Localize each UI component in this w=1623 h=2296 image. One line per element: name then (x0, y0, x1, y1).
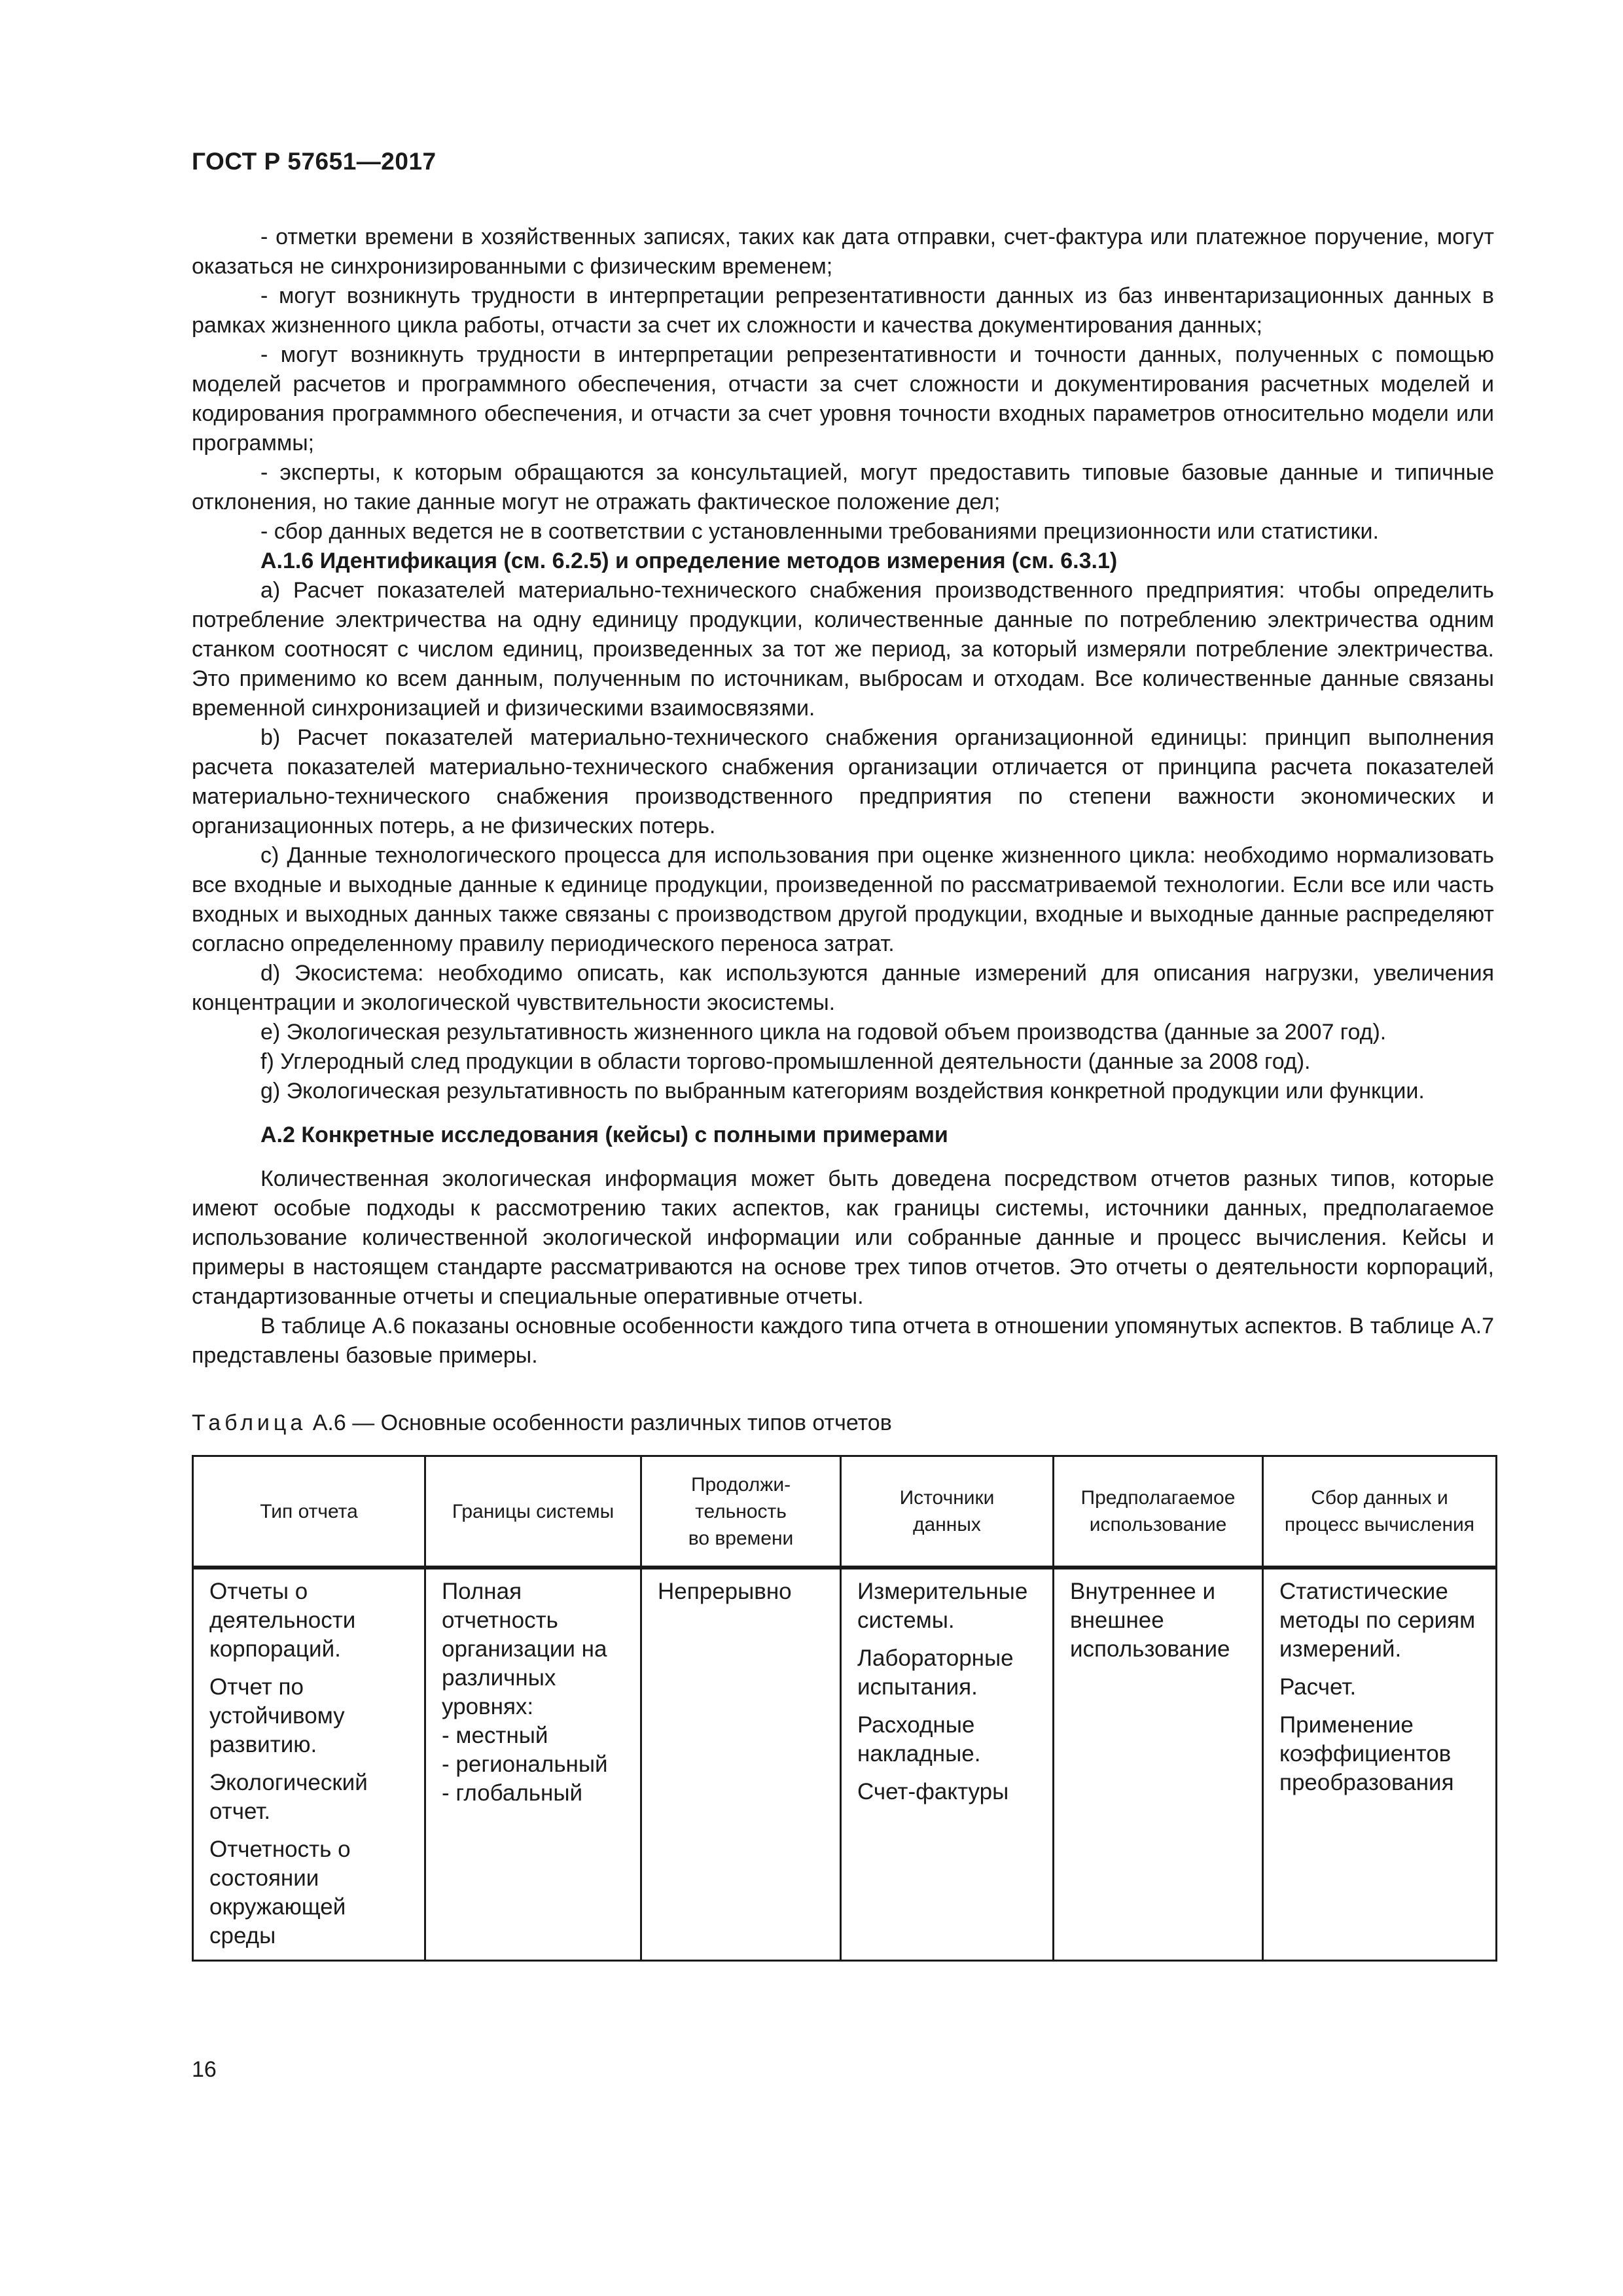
paragraph: f) Углеродный след продукции в области торгово-промышленной деятельности (данные за 2008 год). (260, 1049, 1311, 1074)
paragraph: - эксперты, к которым обращаются за консультацией, могут предоставить типовые базовые данные и типичные отклонения, но такие данные могут не отражать фактическое положение дел; (192, 460, 1494, 514)
document-header: ГОСТ Р 57651—2017 (192, 148, 437, 175)
paragraph: - отметки времени в хозяйственных записях, таких как дата отправки, счет-фактура или платежное поручение, могут оказаться не синхронизированными с физическим временем; (192, 224, 1494, 279)
table-caption (192, 1410, 892, 1436)
cell-data-sources (841, 1568, 1054, 1961)
header-cell: Предполагаемое использование (1054, 1456, 1263, 1568)
page-number: 16 (192, 2057, 217, 2082)
cell-item: Измерительные системы. (857, 1579, 1028, 1633)
cell-duration: Непрерывно (641, 1568, 841, 1961)
paragraph: - могут возникнуть трудности в интерпретации репрезентативности и точности данных, полученных с помощью моделей расчетов и программного обеспечения, отчасти за счет сложности и документирования расчетных моделей и кодирования программного обеспечения, и отчасти за счет уровня точности входных параметров относительно модели или программы; (192, 342, 1494, 456)
header-cell: Тип отчета (193, 1456, 425, 1568)
paragraph: - сбор данных ведется не в соответствии с установленными требованиями прецизионности или статистики. (260, 519, 1379, 544)
paragraph: - могут возникнуть трудности в интерпретации репрезентативности данных из баз инвентаризационных данных в рамках жизненного цикла работы, отчасти за счет их сложности и качества документирования данных; (192, 283, 1494, 338)
cell-item: Отчет по устойчивому развитию. (209, 1674, 345, 1757)
levels-list (442, 1721, 627, 1808)
cell-item: Лабораторные испытания. (857, 1645, 1014, 1700)
table-header-row (193, 1456, 1497, 1568)
document-body (192, 223, 1494, 1371)
cell-item: Полная отчетность организации на различных уровнях: (442, 1579, 607, 1719)
cell-item: Применение коэффициентов преобразования (1279, 1712, 1454, 1795)
paragraph: c) Данные технологического процесса для использования при оценке жизненного цикла: необходимо нормализовать все входные и выходные данные к единице продукции, произведенной по рассматриваемой технологии. Если все или часть входных и выходных данных также связаны с производством другой продукции, входные и выходные данные распределяют согласно определенному правилу периодического переноса затрат. (192, 843, 1494, 956)
table-caption-text: А.6 — Основные особенности различных типов отчетов (306, 1410, 892, 1435)
cell-item: Отчеты о деятельности корпораций. (209, 1579, 356, 1662)
cell-report-type (193, 1568, 425, 1961)
table-row (193, 1568, 1497, 1961)
cell-item: Экологический отчет. (209, 1770, 368, 1824)
paragraph: b) Расчет показателей материально-технического снабжения организационной единицы: принцип выполнения расчета показателей материально-технического снабжения организации отличается от принципа расчета показателей материально-технического снабжения производственного предприятия по степени важности экономических и организационных потерь, а не физических потерь. (192, 725, 1494, 838)
header-cell: Источники данных (841, 1456, 1054, 1568)
cell-item: Отчетность о состоянии окружающей среды (209, 1837, 351, 1948)
cell-item: Статистические методы по сериям измерений. (1279, 1579, 1476, 1662)
cell-system-boundaries (425, 1568, 641, 1961)
cell-item: Счет-фактуры (857, 1779, 1009, 1804)
report-types-table (192, 1455, 1497, 1962)
paragraph: d) Экосистема: необходимо описать, как используются данные измерений для описания нагрузки, увеличения концентрации и экологической чувствительности экосистемы. (192, 961, 1494, 1015)
paragraph: В таблице А.6 показаны основные особенности каждого типа отчета в отношении упомянутых аспектов. В таблице А.7 представлены базовые примеры. (192, 1314, 1494, 1368)
section-heading-a2: A.2 Конкретные исследования (кейсы) с полными примерами (260, 1122, 948, 1147)
table-caption-prefix: Таблица (192, 1410, 307, 1435)
header-cell: Сбор данных и процесс вычисления (1263, 1456, 1497, 1568)
cell-item: Расчет. (1279, 1674, 1357, 1700)
cell-intended-use: Внутреннее и внешнее использование (1054, 1568, 1263, 1961)
paragraph: Количественная экологическая информация может быть доведена посредством отчетов разных типов, которые имеют особые подходы к рассмотрению таких аспектов, как границы системы, источники данных, предполагаемое использование количественной экологической информации или собранные данные и процесс вычисления. Кейсы и примеры в настоящем стандарте рассматриваются на основе трех типов отчетов. Это отчеты о деятельности корпораций, стандартизованные отчеты и специальные оперативные отчеты. (192, 1166, 1494, 1309)
cell-item: Расходные накладные. (857, 1712, 981, 1767)
header-cell: Границы системы (425, 1456, 641, 1568)
paragraph: a) Расчет показателей материально-технического снабжения производственного предприятия: чтобы определить потребление электричества на одну единицу продукции, количественные данные по потреблению электричества одним станком соотносят с числом единиц, произведенных за тот же период, за который измеряли потребление электричества. Это применимо ко всем данным, полученным по источникам, выбросам и отходам. Все количественные данные связаны временной синхронизацией и физическими взаимосвязями. (192, 578, 1494, 721)
list-item: - местный (442, 1721, 627, 1750)
cell-data-collection (1263, 1568, 1497, 1961)
list-item: - глобальный (442, 1779, 627, 1808)
paragraph: g) Экологическая результативность по выбранным категориям воздействия конкретной продукции или функции. (260, 1079, 1425, 1103)
section-heading-a16: A.1.6 Идентификация (см. 6.2.5) и определение методов измерения (см. 6.3.1) (260, 548, 1118, 573)
list-item: - региональный (442, 1750, 627, 1779)
paragraph: e) Экологическая результативность жизненного цикла на годовой объем производства (данные за 2007 год). (260, 1020, 1387, 1045)
header-cell: Продолжи- тельность во времени (641, 1456, 841, 1568)
